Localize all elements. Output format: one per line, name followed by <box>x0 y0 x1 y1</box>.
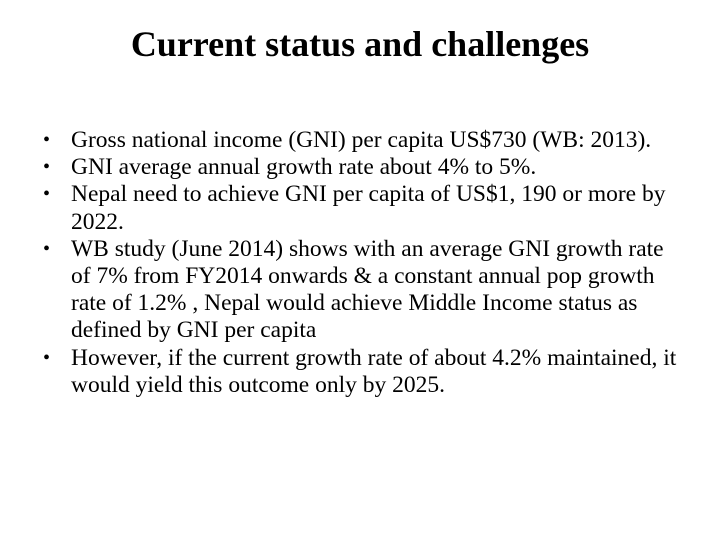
bullet-item-growth-rate <box>43 154 683 181</box>
bullet-text: Nepal need to achieve GNI per capita of US$1, 190 or more by 2022. <box>71 181 666 235</box>
bullet-list <box>43 127 683 399</box>
slide-title: Current status and challenges <box>130 24 590 64</box>
bullet-item-outcome-2025 <box>43 345 683 399</box>
bullet-item-wb-study <box>43 236 683 345</box>
bullet-icon: • <box>43 156 51 179</box>
bullet-text: Gross national income (GNI) per capita US$730 (WB: 2013). <box>71 127 652 153</box>
bullet-item-gni-per-capita <box>43 127 683 154</box>
bullet-icon: • <box>43 346 51 369</box>
bullet-text: However, if the current growth rate of about 4.2% maintained, it would yield this outcome only by 2025. <box>71 344 677 398</box>
bullet-icon: • <box>43 237 51 260</box>
bullet-icon: • <box>43 129 51 151</box>
bullet-text: WB study (June 2014) shows with an average GNI growth rate of 7% from FY2014 onwards & a constant annual pop growth rate of 1.2% , Nepal would achieve Middle Income status as defined by GNI per capita <box>71 235 664 344</box>
bullet-icon: • <box>43 183 51 206</box>
bullet-item-target-2022 <box>43 181 683 235</box>
bullet-text: GNI average annual growth rate about 4% to 5%. <box>71 154 537 181</box>
